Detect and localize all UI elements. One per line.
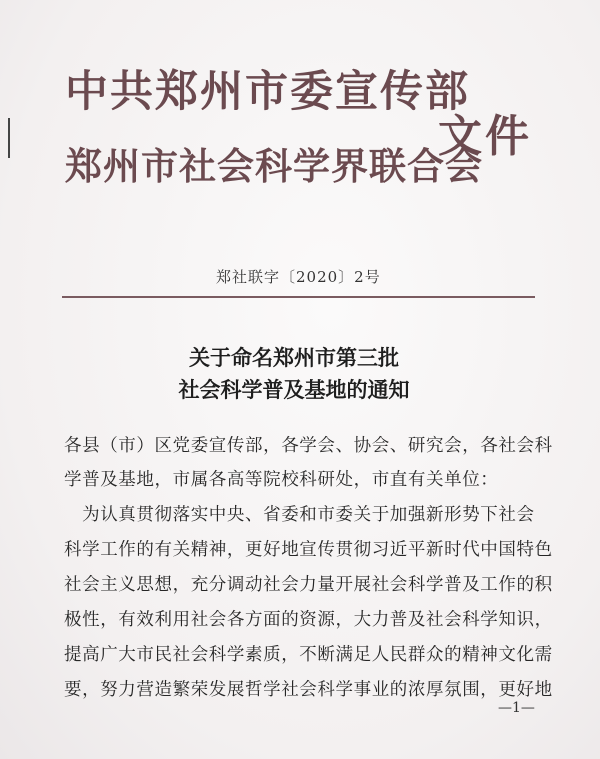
- body-text-line: 要，努力营造繁荣发展哲学社会科学事业的浓厚氛围，更好地: [64, 680, 553, 700]
- issuer-name-party-committee: 中共郑州市委宣传部: [65, 67, 470, 117]
- document-type-label: 文件: [438, 111, 532, 162]
- document-title-line-2: 社会科学普及基地的通知: [178, 377, 410, 402]
- page-edge-mark: [8, 118, 10, 158]
- body-text-line: 社会主义思想，充分调动社会力量开展社会科学普及工作的积: [64, 575, 553, 595]
- document-title-line-1: 关于命名郑州市第三批: [189, 345, 399, 370]
- body-text-line: 科学工作的有关精神，更好地宣传贯彻习近平新时代中国特色: [64, 540, 553, 560]
- body-text-line: 为认真贯彻落实中央、省委和市委关于加强新形势下社会: [64, 505, 535, 525]
- body-text-line: 极性，有效利用社会各方面的资源，大力普及社会科学知识，: [64, 610, 553, 630]
- document-number: 郑社联字〔2020〕2号: [216, 268, 381, 286]
- header-divider: [62, 296, 535, 298]
- page-number: —1—: [498, 700, 535, 716]
- body-text-line: 提高广大市民社会科学素质，不断满足人民群众的精神文化需: [64, 645, 553, 665]
- body-text-line: 各县（市）区党委宣传部，各学会、协会、研究会，各社会科: [64, 436, 553, 456]
- body-text-line: 学普及基地，市属各高等院校科研处，市直有关单位：: [64, 470, 499, 490]
- issuer-name-social-science-federation: 郑州市社会科学界联合会: [65, 144, 483, 188]
